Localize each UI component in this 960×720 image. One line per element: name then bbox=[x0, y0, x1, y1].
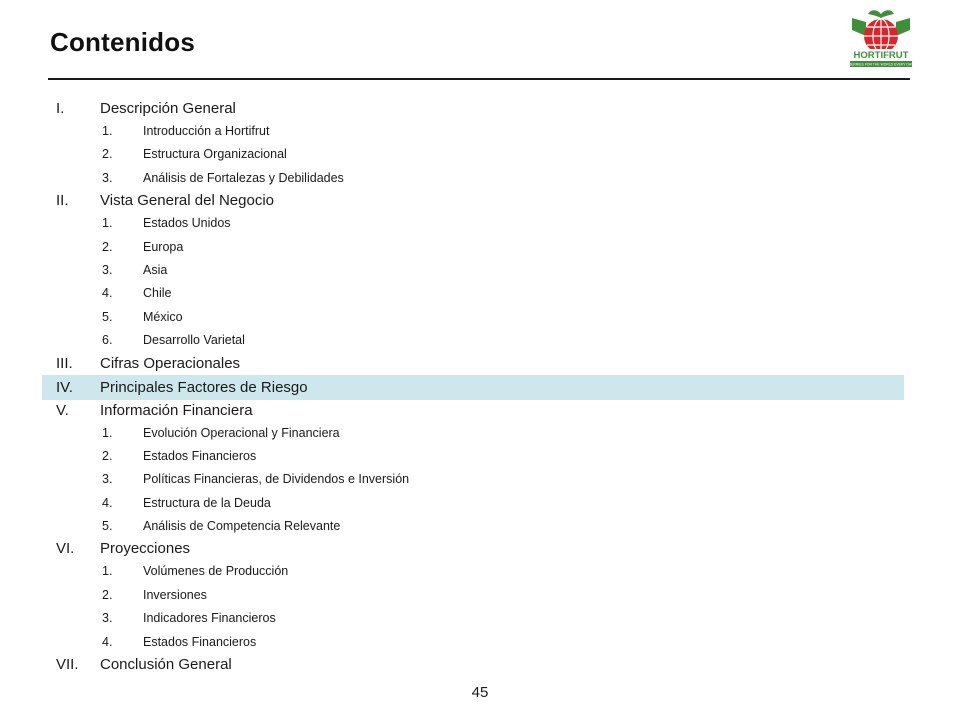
subsection-number: 6. bbox=[102, 333, 113, 348]
section-label: Cifras Operacionales bbox=[100, 354, 241, 372]
section-number: I. bbox=[56, 100, 65, 117]
subsection-label: Análisis de Competencia Relevante bbox=[143, 519, 341, 534]
hortifrut-logo bbox=[848, 6, 914, 70]
subsection-item[interactable] bbox=[0, 631, 960, 654]
subsection-number: 3. bbox=[102, 262, 113, 277]
subsection-item[interactable] bbox=[0, 120, 960, 143]
section-number: III. bbox=[56, 354, 73, 372]
subsection-item[interactable] bbox=[0, 607, 960, 630]
section-iii[interactable] bbox=[0, 353, 960, 375]
subsection-number: 4. bbox=[102, 495, 113, 510]
subsection-label: Estados Unidos bbox=[143, 216, 231, 231]
subsection-label: Asia bbox=[143, 262, 168, 277]
table-of-contents bbox=[0, 98, 960, 676]
subsection-item[interactable] bbox=[0, 236, 960, 259]
subsection-number: 4. bbox=[102, 286, 113, 301]
subsection-item[interactable] bbox=[0, 282, 960, 305]
subsection-label: Indicadores Financieros bbox=[143, 611, 276, 626]
section-number: VII. bbox=[56, 656, 79, 674]
subsection-item[interactable] bbox=[0, 167, 960, 190]
section-label: Vista General del Negocio bbox=[100, 192, 274, 210]
section-label: Principales Factores de Riesgo bbox=[100, 378, 308, 396]
subsection-label: Desarrollo Varietal bbox=[143, 333, 245, 348]
section-i[interactable] bbox=[0, 98, 960, 120]
section-vi[interactable] bbox=[0, 538, 960, 560]
subsection-item[interactable] bbox=[0, 306, 960, 329]
page-title: Contenidos bbox=[50, 27, 195, 57]
subsection-number: 3. bbox=[102, 472, 113, 487]
title-divider bbox=[48, 78, 910, 80]
subsection-item[interactable] bbox=[0, 584, 960, 607]
subsection-number: 2. bbox=[102, 147, 113, 162]
subsection-item[interactable] bbox=[0, 492, 960, 515]
subsection-number: 3. bbox=[102, 611, 113, 626]
subsection-label: Estados Financieros bbox=[143, 448, 257, 463]
page-number: 45 bbox=[471, 684, 489, 701]
subsection-label: Análisis de Fortalezas y Debilidades bbox=[143, 170, 344, 185]
subsection-label: Estados Financieros bbox=[143, 634, 257, 649]
section-number: V. bbox=[56, 401, 69, 419]
subsection-label: Chile bbox=[143, 286, 172, 301]
subsection-item[interactable] bbox=[0, 445, 960, 468]
subsection-number: 1. bbox=[102, 425, 113, 440]
section-iv-current[interactable] bbox=[0, 375, 960, 400]
subsection-label: Volúmenes de Producción bbox=[143, 564, 289, 579]
section-ii[interactable] bbox=[0, 190, 960, 212]
subsection-number: 4. bbox=[102, 634, 113, 649]
section-label: Proyecciones bbox=[100, 540, 191, 558]
subsection-item[interactable] bbox=[0, 468, 960, 491]
subsection-label: Estructura de la Deuda bbox=[143, 495, 271, 510]
section-number: IV. bbox=[56, 378, 73, 396]
section-label: Información Financiera bbox=[100, 401, 253, 419]
subsection-item[interactable] bbox=[0, 212, 960, 235]
section-vii[interactable] bbox=[0, 654, 960, 676]
section-number: II. bbox=[56, 192, 69, 210]
section-v[interactable] bbox=[0, 400, 960, 422]
subsection-item[interactable] bbox=[0, 259, 960, 282]
subsection-number: 3. bbox=[102, 170, 113, 185]
subsection-number: 1. bbox=[102, 124, 113, 138]
subsection-number: 2. bbox=[102, 587, 113, 602]
subsection-item[interactable] bbox=[0, 515, 960, 538]
subsection-number: 2. bbox=[102, 448, 113, 463]
subsection-label: Políticas Financieras, de Dividendos e Inversión bbox=[143, 472, 410, 487]
subsection-label: Europa bbox=[143, 239, 184, 254]
subsection-number: 5. bbox=[102, 519, 113, 534]
subsection-number: 2. bbox=[102, 239, 113, 254]
subsection-item[interactable] bbox=[0, 422, 960, 445]
svg-text:HORTIFRUT: HORTIFRUT bbox=[853, 50, 909, 61]
subsection-item[interactable] bbox=[0, 560, 960, 583]
section-label: Descripción General bbox=[100, 100, 236, 117]
subsection-label: Introducción a Hortifrut bbox=[143, 124, 270, 138]
subsection-number: 1. bbox=[102, 564, 113, 579]
subsection-label: Evolución Operacional y Financiera bbox=[143, 425, 340, 440]
subsection-item[interactable] bbox=[0, 329, 960, 352]
subsection-label: Estructura Organizacional bbox=[143, 147, 287, 162]
section-number: VI. bbox=[56, 540, 75, 558]
svg-text:BERRIES FOR THE WORLD EVERY DA: BERRIES FOR THE WORLD EVERY DAY bbox=[848, 62, 914, 67]
subsection-item[interactable] bbox=[0, 143, 960, 166]
subsection-number: 5. bbox=[102, 309, 113, 324]
subsection-label: Inversiones bbox=[143, 587, 207, 602]
subsection-label: México bbox=[143, 309, 183, 324]
section-label: Conclusión General bbox=[100, 656, 232, 674]
subsection-number: 1. bbox=[102, 216, 113, 231]
